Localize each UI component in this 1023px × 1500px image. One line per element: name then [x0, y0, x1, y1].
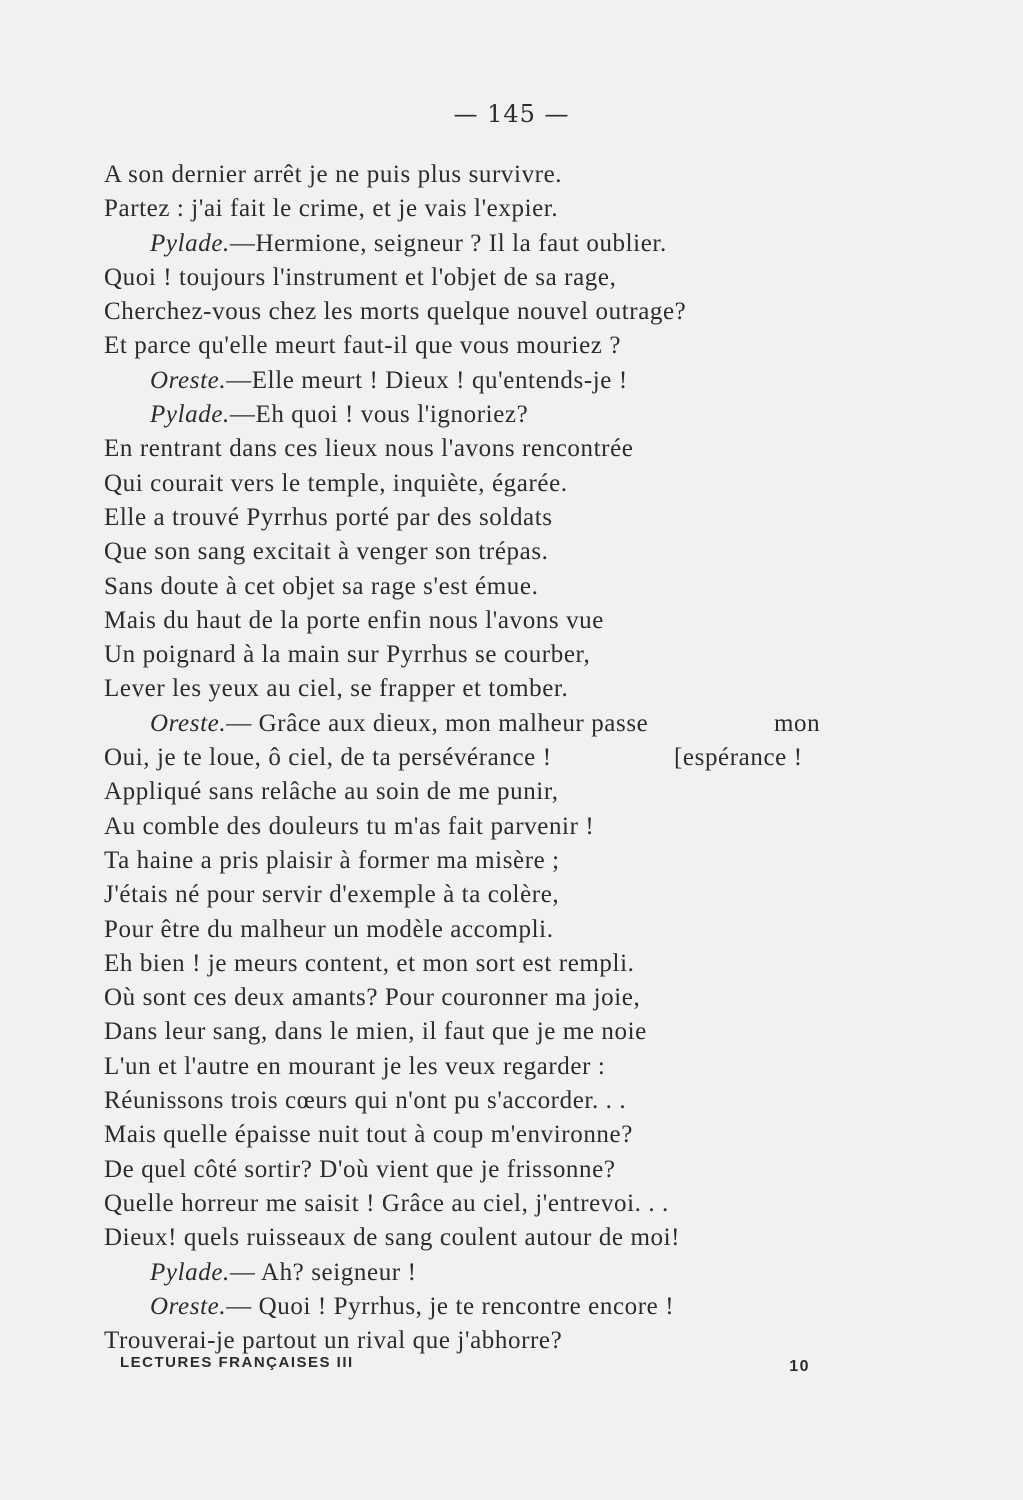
verse-line: Eh bien ! je meurs content, et mon sort est rempli.	[104, 949, 635, 977]
verse-block	[104, 158, 864, 1358]
verse-line: Qui courait vers le temple, inquiète, égarée.	[104, 469, 568, 497]
speaker-name: Oreste.	[150, 1292, 227, 1320]
verse-line: J'étais né pour servir d'exemple à ta colère,	[104, 881, 560, 909]
verse-line: Et parce qu'elle meurt faut-il que vous mouriez ?	[104, 332, 622, 360]
verse-line	[104, 1256, 864, 1290]
verse-line: De quel côté sortir? D'où vient que je frissonne?	[104, 1155, 616, 1183]
verse-overflow-word: mon	[774, 709, 821, 737]
verse-text: — Grâce aux dieux, mon malheur passe	[226, 709, 649, 737]
verse-text: —Hermione, seigneur ? Il la faut oublier.	[229, 229, 667, 257]
verse-text: —Elle meurt ! Dieux ! qu'entends-je !	[226, 366, 628, 394]
verse-carried-word: [espérance !	[674, 744, 803, 772]
verse-line: Cherchez-vous chez les morts quelque nouvel outrage?	[104, 298, 687, 326]
verse-line: Trouverai-je partout un rival que j'abhorre?	[104, 1327, 563, 1355]
footer-book-title: LECTURES FRANÇAISES III	[120, 1354, 354, 1371]
verse-line	[104, 227, 864, 261]
speaker-name: Pylade.	[150, 229, 230, 257]
verse-text: Oui, je te loue, ô ciel, de ta persévérance !	[104, 744, 552, 772]
verse-line: Mais quelle épaisse nuit tout à coup m'environne?	[104, 1121, 633, 1149]
verse-line: Pour être du malheur un modèle accompli.	[104, 915, 554, 943]
verse-text: —Eh quoi ! vous l'ignoriez?	[229, 401, 529, 429]
verse-line	[104, 741, 864, 775]
speaker-name: Pylade.	[150, 401, 230, 429]
verse-line: Où sont ces deux amants? Pour couronner ma joie,	[104, 984, 641, 1012]
speaker-name: Oreste.	[150, 709, 227, 737]
verse-line: En rentrant dans ces lieux nous l'avons rencontrée	[104, 435, 634, 463]
verse-line: Un poignard à la main sur Pyrrhus se courber,	[104, 641, 591, 669]
verse-line: A son dernier arrêt je ne puis plus survivre.	[104, 161, 563, 188]
verse-line: Sans doute à cet objet sa rage s'est émue.	[104, 572, 539, 600]
verse-text: — Quoi ! Pyrrhus, je te rencontre encore !	[226, 1292, 675, 1320]
speaker-name: Oreste.	[150, 366, 227, 394]
verse-line: L'un et l'autre en mourant je les veux regarder :	[104, 1052, 606, 1080]
verse-line: Quoi ! toujours l'instrument et l'objet de sa rage,	[104, 263, 617, 291]
verse-line: Au comble des douleurs tu m'as fait parvenir !	[104, 812, 595, 840]
verse-line: Mais du haut de la porte enfin nous l'avons vue	[104, 606, 604, 634]
page-number: — 145 —	[453, 100, 570, 128]
verse-line: Dans leur sang, dans le mien, il faut que je me noie	[104, 1018, 647, 1046]
verse-line: Elle a trouvé Pyrrhus porté par des soldats	[104, 503, 553, 531]
verse-line: Ta haine a pris plaisir à former ma misère ;	[104, 846, 560, 874]
verse-line: Que son sang excitait à venger son trépas.	[104, 538, 549, 566]
verse-line	[104, 398, 864, 432]
verse-line: Quelle horreur me saisit ! Grâce au ciel, j'entrevoi. . .	[104, 1189, 669, 1217]
verse-line	[104, 707, 864, 741]
verse-line	[104, 364, 864, 398]
verse-line: Dieux! quels ruisseaux de sang coulent autour de moi!	[104, 1224, 681, 1252]
verse-line: Partez : j'ai fait le crime, et je vais l'expier.	[104, 195, 559, 223]
verse-line	[104, 1290, 864, 1324]
speaker-name: Pylade.	[150, 1258, 230, 1286]
verse-line: Appliqué sans relâche au soin de me punir,	[104, 778, 559, 806]
verse-line: Lever les yeux au ciel, se frapper et tomber.	[104, 675, 569, 703]
signature-mark: 10	[789, 1358, 810, 1375]
verse-line: Réunissons trois cœurs qui n'ont pu s'accorder. . .	[104, 1087, 627, 1115]
verse-text: — Ah? seigneur !	[229, 1258, 417, 1286]
